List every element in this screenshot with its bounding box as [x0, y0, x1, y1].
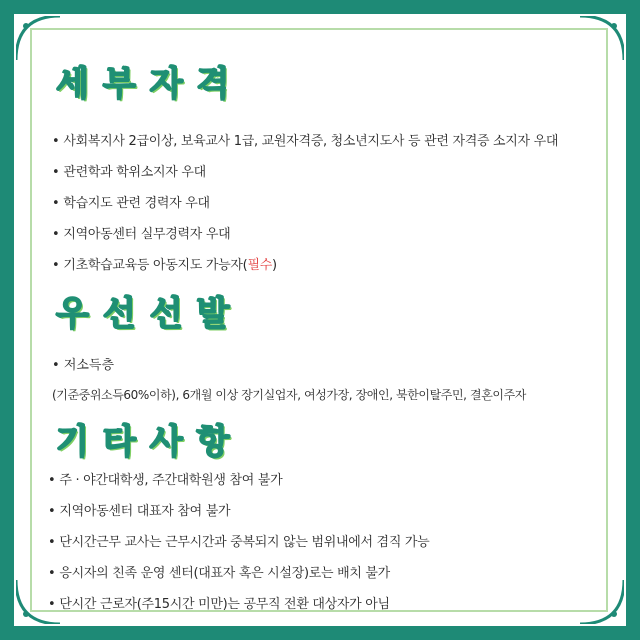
corner-ornament-icon — [580, 16, 624, 60]
list-item-text: 관련학과 학위소지자 우대 — [63, 165, 206, 180]
priority-item — [52, 354, 114, 373]
list-item-text: 주 · 야간대학생, 주간대학원생 참여 불가 — [59, 473, 283, 488]
priority-note: (기준중위소득60%이하), 6개월 이상 장기실업자, 여성가장, 장애인, 북한이탈주민, 결혼이주자 — [52, 388, 526, 402]
list-item — [52, 188, 558, 219]
bullet-icon: • — [48, 473, 56, 488]
list-item-suffix: ) — [271, 258, 277, 273]
list-item-text: 지역아동센터 실무경력자 우대 — [63, 227, 231, 242]
list-item — [48, 496, 429, 527]
list-item — [52, 157, 558, 188]
bullet-icon: • — [52, 258, 60, 273]
bullet-icon: • — [48, 535, 56, 550]
corner-ornament-icon — [16, 16, 60, 60]
list-item-text: 사회복지사 2급이상, 보육교사 1급, 교원자격증, 청소년지도사 등 관련 자격증 소지자 우대 — [63, 134, 559, 149]
bullet-icon: • — [48, 597, 56, 612]
section-title-priority: 우선선발 — [56, 294, 244, 334]
list-item-text: 기초학습교육등 아동지도 가능자( — [63, 258, 248, 273]
list-item-text: 학습지도 관련 경력자 우대 — [63, 196, 210, 211]
list-item — [52, 126, 558, 157]
bullet-icon: • — [52, 165, 60, 180]
bullet-icon: • — [48, 504, 56, 519]
list-item — [48, 527, 429, 558]
list-item — [48, 589, 429, 620]
section-title-etc: 기타사항 — [56, 422, 244, 462]
bullet-icon: • — [52, 134, 60, 149]
bullet-icon: • — [48, 566, 56, 581]
priority-item-text: 저소득층 — [63, 358, 115, 373]
list-item-text: 단시간 근로자(주15시간 미만)는 공무직 전환 대상자가 아님 — [59, 597, 390, 612]
list-item — [52, 219, 558, 250]
bullet-icon: • — [52, 196, 60, 211]
corner-ornament-icon — [580, 580, 624, 624]
details-list — [52, 126, 558, 281]
list-item — [52, 250, 558, 281]
list-item-text: 단시간근무 교사는 근무시간과 중복되지 않는 범위내에서 겸직 가능 — [59, 535, 430, 550]
required-label: 필수 — [247, 258, 272, 273]
list-item — [48, 465, 429, 496]
etc-list — [48, 465, 429, 620]
section-title-details: 세부자격 — [56, 64, 244, 104]
list-item-text: 지역아동센터 대표자 참여 불가 — [59, 504, 231, 519]
bullet-icon: • — [52, 358, 60, 373]
content-card — [14, 14, 626, 626]
bullet-icon: • — [52, 227, 60, 242]
list-item — [48, 558, 429, 589]
list-item-text: 응시자의 친족 운영 센터(대표자 혹은 시설장)로는 배치 불가 — [59, 566, 390, 581]
